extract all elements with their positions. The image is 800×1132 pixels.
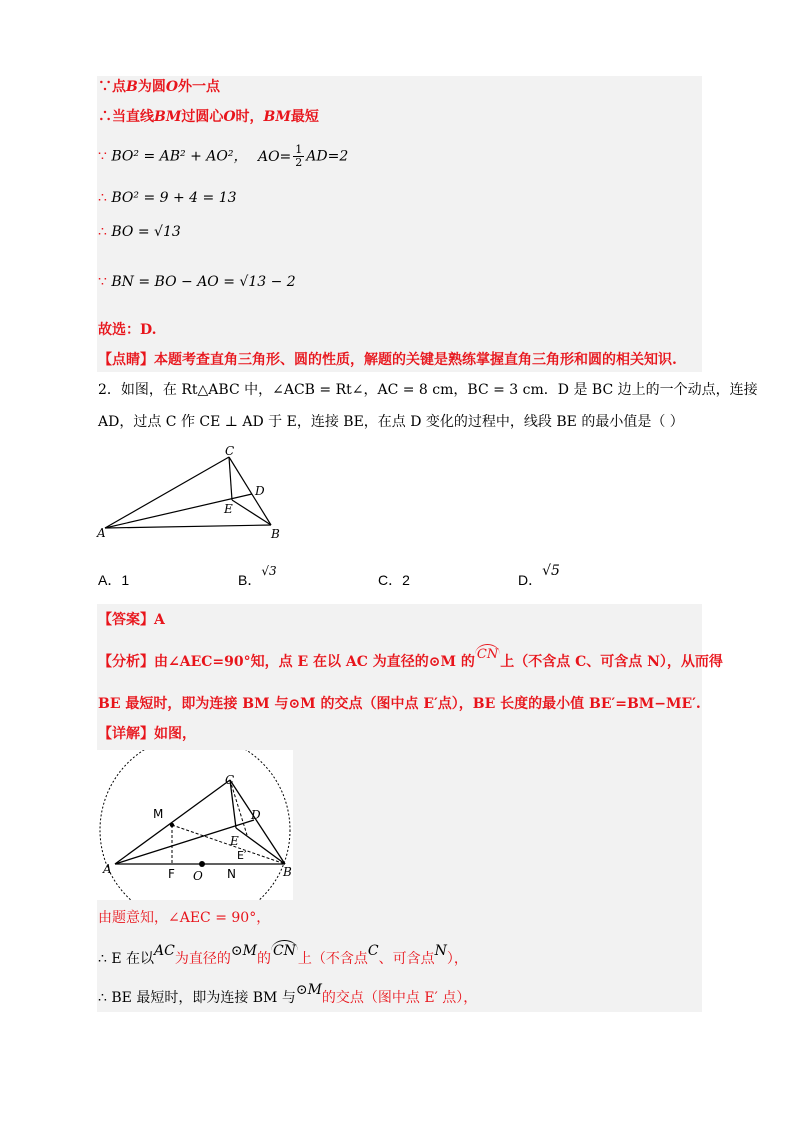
step-3: ∴ BE 最短时，即为连接 BM 与⊙M的交点（图中点 E′ 点）， (98, 982, 478, 1006)
seg-ab (105, 525, 271, 528)
label-e: E (224, 502, 233, 516)
label-a: A (97, 526, 106, 540)
option-c[interactable]: C．2 (378, 572, 410, 588)
arc-cn: CN (475, 644, 500, 665)
seg-cb (229, 457, 271, 525)
top-line-6: ∵ BN = BO − AO = √13 − 2 (98, 274, 296, 290)
key-point-line: 【点睛】本题考查直角三角形、圆的性质，解题的关键是熟练掌握直角三角形和圆的相关知识. (98, 352, 677, 368)
seg-ce (229, 457, 232, 500)
label-d: D (255, 484, 265, 498)
label-n: N (227, 867, 236, 881)
point-m (170, 823, 174, 827)
option-d[interactable]: D．√5 (518, 563, 560, 588)
label-c: C (225, 445, 235, 458)
q2-line-1: 2．如图，在 Rt△ABC 中，∠ACB = Rt∠，AC = 8 cm，BC = 3 cm．D 是 BC 边上的一个动点，连接 (98, 382, 758, 398)
step-2: ∴ E 在以AC为直径的⊙M的 CN 上（不含点C、可含点N）， (98, 948, 468, 969)
label-m: M (153, 807, 164, 821)
q2-line-2: AD，过点 C 作 CE ⊥ AD 于 E，连接 BE，在点 D 变化的过程中，线段 BE 的最小值是（ ） (98, 414, 684, 430)
top-line-5: ∴ BO = √13 (98, 224, 181, 240)
option-a[interactable]: A．1 (98, 572, 130, 588)
analysis-line-2: BE 最短时，即为连接 BM 与⊙M 的交点（图中点 E′点），BE 长度的最小值 BE′=BM−ME′. (98, 696, 701, 712)
label-e-prime: E′ (237, 849, 247, 862)
label-f: F (168, 867, 175, 881)
label-o: O (193, 869, 203, 883)
option-b[interactable]: B．√3 (238, 564, 277, 588)
top-line-4: ∴ BO² = 9 + 4 = 13 (98, 190, 237, 206)
circle-figure (97, 750, 293, 900)
label-b: B (271, 527, 280, 541)
label-c: C (225, 773, 235, 787)
seg-ac (105, 457, 229, 528)
label-e: E (230, 834, 239, 848)
analysis-line-1: 【分析】由∠AEC=90°知，点 E 在以 AC 为直径的⊙M 的 CN 上（不含点 C、可含点 N），从而得 (98, 652, 723, 673)
label-b: B (283, 865, 292, 879)
point-o (199, 861, 205, 867)
seg-eb (232, 500, 271, 525)
top-line-3: ∵ BO² = AB² + AO²， AO= $\frac{1}{2}$ AD=2 (98, 143, 349, 169)
label-a: A (103, 862, 112, 876)
step-1: 由题意知，∠AEC = 90°， (98, 910, 271, 926)
top-line-1: ∵点B为圆O外一点 (98, 79, 221, 95)
q2-triangle-figure (95, 445, 285, 545)
arc-cn-2: CN (271, 940, 298, 961)
answer-line: 【答案】A (98, 612, 165, 628)
half-fraction: $\frac{1}{2}$ (295, 143, 303, 169)
top-line-2: ∴当直线BM过圆心O时，BM最短 (98, 109, 319, 125)
top-line-7: 故选：D. (98, 322, 157, 338)
label-d: D (251, 808, 261, 822)
detail-line: 【详解】如图， (98, 726, 196, 742)
seg-mb (172, 825, 285, 864)
